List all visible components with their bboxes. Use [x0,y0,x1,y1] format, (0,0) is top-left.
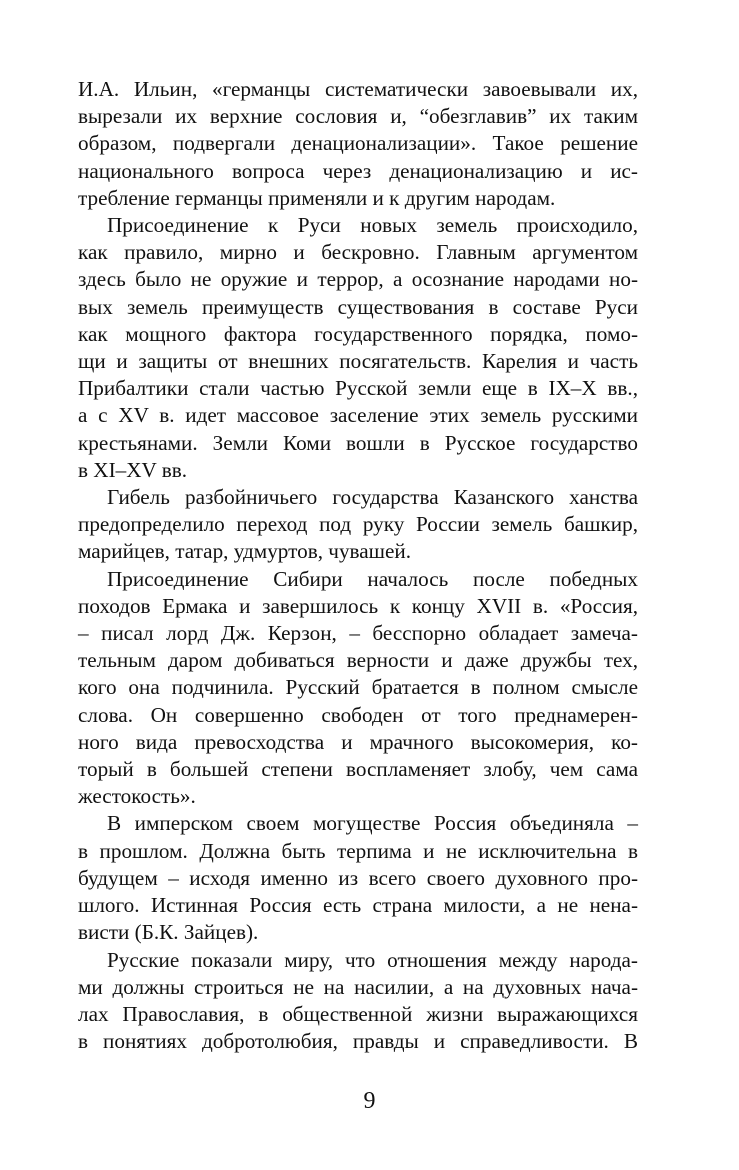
text-line: висти (Б.К. Зайцев). [78,920,259,945]
text-line: щи и защиты от внешних посягательств. Карелия и часть [78,349,638,374]
text-line: ми должны строиться не на насилии, а на духовных нача- [78,974,638,999]
text-line: Прибалтики стали частью Русской земли еще в IX–X вв., [78,376,638,401]
paragraph [78,484,638,566]
text-line: – писал лорд Дж. Керзон, – бесспорно обладает замеча- [78,621,638,646]
paragraph [78,212,638,484]
text-line: Русские показали миру, что отношения между народа- [107,947,638,972]
text-line: кого она подчинила. Русский братается в полном смысле [78,675,638,700]
paragraph [78,947,638,1056]
text-line: национального вопроса через денационализацию и ис- [78,158,638,183]
text-line: требление германцы применяли и к другим народам. [78,185,556,210]
text-line: И.А. Ильин, «германцы систематически завоевывали их, [78,77,638,101]
text-line: предопределило переход под руку России земель башкир, [78,512,638,537]
text-line: шлого. Истинная Россия есть страна милости, а не нена- [78,893,638,918]
page-number: 9 [363,1088,376,1114]
text-line: в понятиях добротолюбия, правды и справедливости. В [78,1029,638,1054]
text-line: вых земель преимуществ существования в составе Руси [78,294,638,319]
text-line: а с XV в. идет массовое заселение этих земель русскими [78,403,638,428]
text-line: здесь было не оружие и террор, а осознание народами но- [78,267,638,292]
text-line: Присоединение к Руси новых земель происходило, [107,213,638,238]
text-line: как мощного фактора государственного порядка, помо- [78,321,638,346]
text-line: вырезали их верхние сословия и, “обезглавив” их таким [78,104,638,129]
text-line: жестокость». [78,784,196,809]
text-line: лах Православия, в общественной жизни выражающихся [78,1001,638,1026]
text-line: ного вида превосходства и мрачного высокомерия, ко- [78,729,638,754]
text-line: Присоединение Сибири началось после победных [107,566,638,591]
paragraph [78,566,638,811]
text-line: торый в большей степени воспламеняет злобу, чем сама [78,757,638,782]
text-line: образом, подвергали денационализации». Такое решение [78,131,638,156]
text-line: В имперском своем могуществе Россия объединяла – [107,811,638,836]
text-line: крестьянами. Земли Коми вошли в Русское государство [78,430,638,455]
paragraph [78,810,638,946]
text-line: как правило, мирно и бескровно. Главным аргументом [78,240,638,265]
text-line: тельным даром добиваться верности и даже дружбы тех, [78,648,638,673]
text-line: слова. Он совершенно свободен от того преднамерен- [78,702,638,727]
text-line: походов Ермака и завершилось к концу XVII в. «Россия, [78,593,638,618]
text-line: марийцев, татар, удмуртов, чувашей. [78,539,412,564]
text-line: в прошлом. Должна быть терпима и не исключительна в [78,838,638,863]
paragraph [78,76,638,212]
text-line: Гибель разбойничьего государства Казанского ханства [107,485,638,510]
text-line: будущем – исходя именно из всего своего духовного про- [78,865,638,890]
page-body [78,76,638,1055]
text-line: в XI–XV вв. [78,457,188,482]
